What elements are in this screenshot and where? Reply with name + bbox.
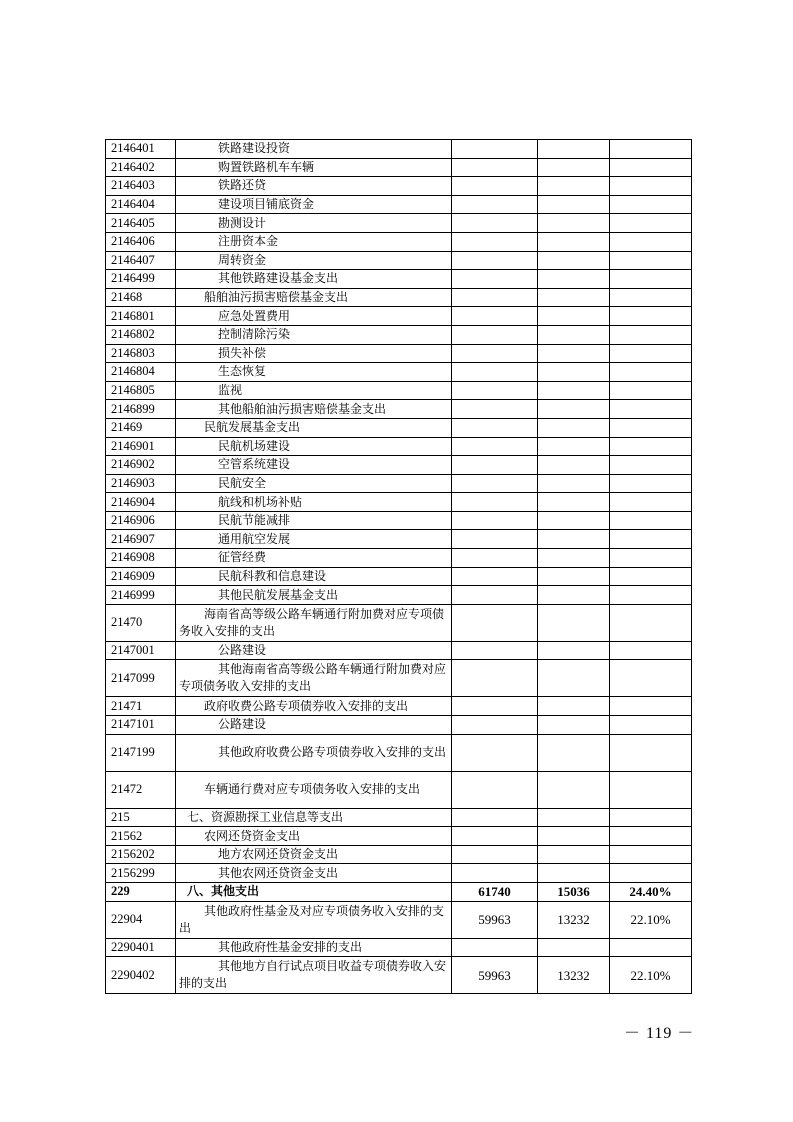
cell-value-1: [452, 511, 538, 530]
cell-code: 2146804: [106, 363, 176, 382]
cell-name: 车辆通行费对应专项债务收入安排的支出: [176, 771, 452, 808]
cell-value-1: [452, 530, 538, 549]
cell-name: 地方农网还贷资金支出: [176, 845, 452, 864]
table-row: [106, 493, 692, 512]
table-row: [106, 938, 692, 957]
table-row: [106, 214, 692, 233]
cell-value-3: [610, 140, 692, 159]
cell-name: 铁路建设投资: [176, 140, 452, 159]
cell-code: 2146405: [106, 214, 176, 233]
cell-code: 21468: [106, 288, 176, 307]
cell-value-3: [610, 493, 692, 512]
cell-value-3: [610, 864, 692, 883]
cell-value-3: [610, 381, 692, 400]
cell-value-1: 61740: [452, 883, 538, 902]
cell-code: 229: [106, 883, 176, 902]
cell-code: 2146803: [106, 344, 176, 363]
cell-name: 其他铁路建设基金支出: [176, 270, 452, 289]
cell-value-3: [610, 270, 692, 289]
cell-value-1: [452, 493, 538, 512]
table-row: [106, 716, 692, 735]
cell-value-2: [538, 307, 610, 326]
cell-value-3: [610, 456, 692, 475]
cell-value-3: [610, 474, 692, 493]
cell-code: 2146906: [106, 511, 176, 530]
table-row: [106, 177, 692, 196]
cell-value-1: [452, 938, 538, 957]
cell-value-3: [610, 641, 692, 660]
cell-code: 2147001: [106, 641, 176, 660]
table-row: [106, 363, 692, 382]
cell-value-2: [538, 400, 610, 419]
cell-value-1: [452, 288, 538, 307]
cell-name: 其他政府收费公路专项债券收入安排的支出: [176, 734, 452, 771]
cell-value-3: [610, 325, 692, 344]
cell-value-1: [452, 827, 538, 846]
table-row: [106, 641, 692, 660]
table-row: [106, 400, 692, 419]
cell-value-3: [610, 697, 692, 716]
expenditure-table: [105, 139, 692, 994]
cell-code: 2146904: [106, 493, 176, 512]
cell-name: 其他船舶油污损害赔偿基金支出: [176, 400, 452, 419]
cell-name: 建设项目铺底资金: [176, 195, 452, 214]
cell-value-3: [610, 586, 692, 605]
cell-value-2: [538, 177, 610, 196]
cell-code: 2146901: [106, 437, 176, 456]
page-number: － 119 －: [624, 1025, 695, 1042]
cell-code: 2146899: [106, 400, 176, 419]
cell-value-2: [538, 288, 610, 307]
cell-value-1: [452, 363, 538, 382]
cell-value-2: 13232: [538, 957, 610, 994]
cell-value-2: [538, 604, 610, 641]
cell-value-2: [538, 270, 610, 289]
cell-name: 政府收费公路专项债券收入安排的支出: [176, 697, 452, 716]
cell-name: 八、其他支出: [176, 883, 452, 902]
cell-code: 2147199: [106, 734, 176, 771]
cell-name: 民航节能减排: [176, 511, 452, 530]
cell-value-1: [452, 140, 538, 159]
cell-code: 2146902: [106, 456, 176, 475]
cell-code: 2147099: [106, 660, 176, 697]
cell-value-2: [538, 845, 610, 864]
cell-code: 21472: [106, 771, 176, 808]
cell-name: 注册资本金: [176, 232, 452, 251]
cell-code: 2156299: [106, 864, 176, 883]
table-body: [106, 140, 692, 994]
table-row: [106, 827, 692, 846]
cell-value-2: [538, 474, 610, 493]
table-row: [106, 901, 692, 938]
cell-code: 2146907: [106, 530, 176, 549]
table-row: [106, 140, 692, 159]
cell-value-1: [452, 177, 538, 196]
table-row: [106, 808, 692, 827]
cell-value-3: [610, 716, 692, 735]
cell-name: 航线和机场补贴: [176, 493, 452, 512]
cell-code: 2156202: [106, 845, 176, 864]
cell-value-1: [452, 381, 538, 400]
table-row: [106, 456, 692, 475]
cell-name: 应急处置费用: [176, 307, 452, 326]
cell-code: 2146499: [106, 270, 176, 289]
cell-value-3: [610, 827, 692, 846]
cell-code: 2146403: [106, 177, 176, 196]
cell-name: 勘测设计: [176, 214, 452, 233]
cell-name: 征管经费: [176, 549, 452, 568]
cell-value-2: [538, 586, 610, 605]
cell-name: 其他政府性基金及对应专项债务收入安排的支出: [176, 901, 452, 938]
cell-value-2: 15036: [538, 883, 610, 902]
cell-value-2: [538, 938, 610, 957]
cell-value-3: [610, 549, 692, 568]
table-row: [106, 957, 692, 994]
cell-code: 2290401: [106, 938, 176, 957]
cell-value-1: [452, 864, 538, 883]
cell-name: 铁路还贷: [176, 177, 452, 196]
cell-value-2: [538, 827, 610, 846]
table-row: [106, 511, 692, 530]
table-row: [106, 586, 692, 605]
cell-value-2: [538, 734, 610, 771]
cell-value-1: [452, 604, 538, 641]
cell-code: 21470: [106, 604, 176, 641]
cell-value-2: [538, 158, 610, 177]
cell-value-1: [452, 270, 538, 289]
cell-code: 2146404: [106, 195, 176, 214]
cell-name: 公路建设: [176, 641, 452, 660]
cell-value-2: [538, 660, 610, 697]
cell-value-2: [538, 808, 610, 827]
cell-value-1: 59963: [452, 901, 538, 938]
cell-code: 2146406: [106, 232, 176, 251]
cell-code: 2146407: [106, 251, 176, 270]
cell-value-3: [610, 363, 692, 382]
table-row: [106, 474, 692, 493]
cell-code: 2146401: [106, 140, 176, 159]
cell-value-2: [538, 437, 610, 456]
cell-value-3: [610, 177, 692, 196]
cell-code: 2290402: [106, 957, 176, 994]
table-row: [106, 660, 692, 697]
table-row: [106, 530, 692, 549]
cell-name: 空管系统建设: [176, 456, 452, 475]
cell-value-1: [452, 344, 538, 363]
cell-value-1: [452, 325, 538, 344]
table-row: [106, 381, 692, 400]
cell-code: 2146402: [106, 158, 176, 177]
cell-name: 生态恢复: [176, 363, 452, 382]
cell-value-2: [538, 251, 610, 270]
cell-value-1: [452, 734, 538, 771]
table-row: [106, 270, 692, 289]
cell-value-3: [610, 307, 692, 326]
cell-value-2: [538, 140, 610, 159]
cell-value-1: [452, 474, 538, 493]
cell-value-2: [538, 325, 610, 344]
cell-code: 21562: [106, 827, 176, 846]
cell-name: 民航发展基金支出: [176, 418, 452, 437]
cell-value-1: [452, 697, 538, 716]
cell-value-2: [538, 418, 610, 437]
cell-value-2: [538, 641, 610, 660]
cell-name: 其他农网还贷资金支出: [176, 864, 452, 883]
cell-value-2: [538, 567, 610, 586]
cell-code: 2146909: [106, 567, 176, 586]
cell-code: 2147101: [106, 716, 176, 735]
cell-code: 21469: [106, 418, 176, 437]
cell-value-3: [610, 195, 692, 214]
table-row: [106, 567, 692, 586]
cell-value-1: [452, 808, 538, 827]
cell-value-2: [538, 864, 610, 883]
cell-name: 监视: [176, 381, 452, 400]
cell-code: 22904: [106, 901, 176, 938]
cell-value-1: [452, 567, 538, 586]
cell-value-2: 13232: [538, 901, 610, 938]
cell-value-1: [452, 307, 538, 326]
cell-value-1: [452, 660, 538, 697]
cell-code: 2146903: [106, 474, 176, 493]
table-row: [106, 195, 692, 214]
cell-name: 购置铁路机车车辆: [176, 158, 452, 177]
cell-value-3: [610, 214, 692, 233]
table-row: [106, 734, 692, 771]
cell-name: 民航安全: [176, 474, 452, 493]
cell-name: 海南省高等级公路车辆通行附加费对应专项债务收入安排的支出: [176, 604, 452, 641]
table-row: [106, 697, 692, 716]
cell-value-1: [452, 641, 538, 660]
table-row: [106, 845, 692, 864]
cell-value-1: [452, 771, 538, 808]
cell-value-3: 24.40%: [610, 883, 692, 902]
cell-value-2: [538, 381, 610, 400]
cell-value-3: [610, 418, 692, 437]
cell-code: 2146908: [106, 549, 176, 568]
cell-value-3: [610, 511, 692, 530]
cell-value-1: [452, 214, 538, 233]
cell-value-1: [452, 456, 538, 475]
cell-name: 控制清除污染: [176, 325, 452, 344]
cell-value-3: [610, 604, 692, 641]
cell-name: 周转资金: [176, 251, 452, 270]
cell-value-1: [452, 418, 538, 437]
cell-value-2: [538, 530, 610, 549]
cell-value-3: [610, 567, 692, 586]
cell-value-3: [610, 344, 692, 363]
cell-value-3: [610, 660, 692, 697]
cell-name: 其他民航发展基金支出: [176, 586, 452, 605]
cell-value-3: 22.10%: [610, 957, 692, 994]
cell-value-2: [538, 195, 610, 214]
cell-value-3: [610, 845, 692, 864]
cell-value-2: [538, 716, 610, 735]
cell-value-3: 22.10%: [610, 901, 692, 938]
cell-value-3: [610, 530, 692, 549]
cell-name: 其他地方自行试点项目收益专项债券收入安排的支出: [176, 957, 452, 994]
cell-code: 2146805: [106, 381, 176, 400]
cell-value-1: [452, 195, 538, 214]
cell-code: 2146801: [106, 307, 176, 326]
cell-name: 船舶油污损害赔偿基金支出: [176, 288, 452, 307]
cell-value-1: [452, 251, 538, 270]
cell-code: 21471: [106, 697, 176, 716]
cell-value-2: [538, 771, 610, 808]
cell-value-2: [538, 456, 610, 475]
table-row: [106, 418, 692, 437]
table-row: [106, 437, 692, 456]
cell-value-1: 59963: [452, 957, 538, 994]
cell-name: 农网还贷资金支出: [176, 827, 452, 846]
cell-code: 2146802: [106, 325, 176, 344]
table-row: [106, 604, 692, 641]
cell-name: 七、资源勘探工业信息等支出: [176, 808, 452, 827]
cell-value-3: [610, 158, 692, 177]
cell-value-2: [538, 493, 610, 512]
table-row: [106, 883, 692, 902]
cell-value-2: [538, 363, 610, 382]
cell-value-1: [452, 400, 538, 419]
cell-name: 民航机场建设: [176, 437, 452, 456]
cell-name: 通用航空发展: [176, 530, 452, 549]
cell-value-3: [610, 938, 692, 957]
cell-value-3: [610, 808, 692, 827]
cell-value-3: [610, 734, 692, 771]
table-row: [106, 232, 692, 251]
cell-value-3: [610, 232, 692, 251]
cell-name: 民航科教和信息建设: [176, 567, 452, 586]
cell-value-1: [452, 158, 538, 177]
cell-value-2: [538, 697, 610, 716]
cell-value-3: [610, 251, 692, 270]
cell-value-1: [452, 586, 538, 605]
cell-value-1: [452, 845, 538, 864]
cell-value-3: [610, 288, 692, 307]
table-row: [106, 344, 692, 363]
cell-value-2: [538, 214, 610, 233]
table-row: [106, 864, 692, 883]
table-row: [106, 325, 692, 344]
cell-value-3: [610, 400, 692, 419]
table-row: [106, 771, 692, 808]
cell-name: 公路建设: [176, 716, 452, 735]
cell-value-1: [452, 232, 538, 251]
table-row: [106, 307, 692, 326]
cell-value-1: [452, 549, 538, 568]
table-row: [106, 288, 692, 307]
cell-code: 215: [106, 808, 176, 827]
cell-name: 其他政府性基金安排的支出: [176, 938, 452, 957]
table-row: [106, 158, 692, 177]
cell-value-2: [538, 549, 610, 568]
cell-code: 2146999: [106, 586, 176, 605]
cell-value-2: [538, 511, 610, 530]
table-row: [106, 251, 692, 270]
cell-value-3: [610, 771, 692, 808]
cell-value-3: [610, 437, 692, 456]
cell-value-1: [452, 437, 538, 456]
cell-name: 其他海南省高等级公路车辆通行附加费对应专项债务收入安排的支出: [176, 660, 452, 697]
table-row: [106, 549, 692, 568]
cell-value-2: [538, 232, 610, 251]
cell-value-2: [538, 344, 610, 363]
cell-name: 损失补偿: [176, 344, 452, 363]
cell-value-1: [452, 716, 538, 735]
